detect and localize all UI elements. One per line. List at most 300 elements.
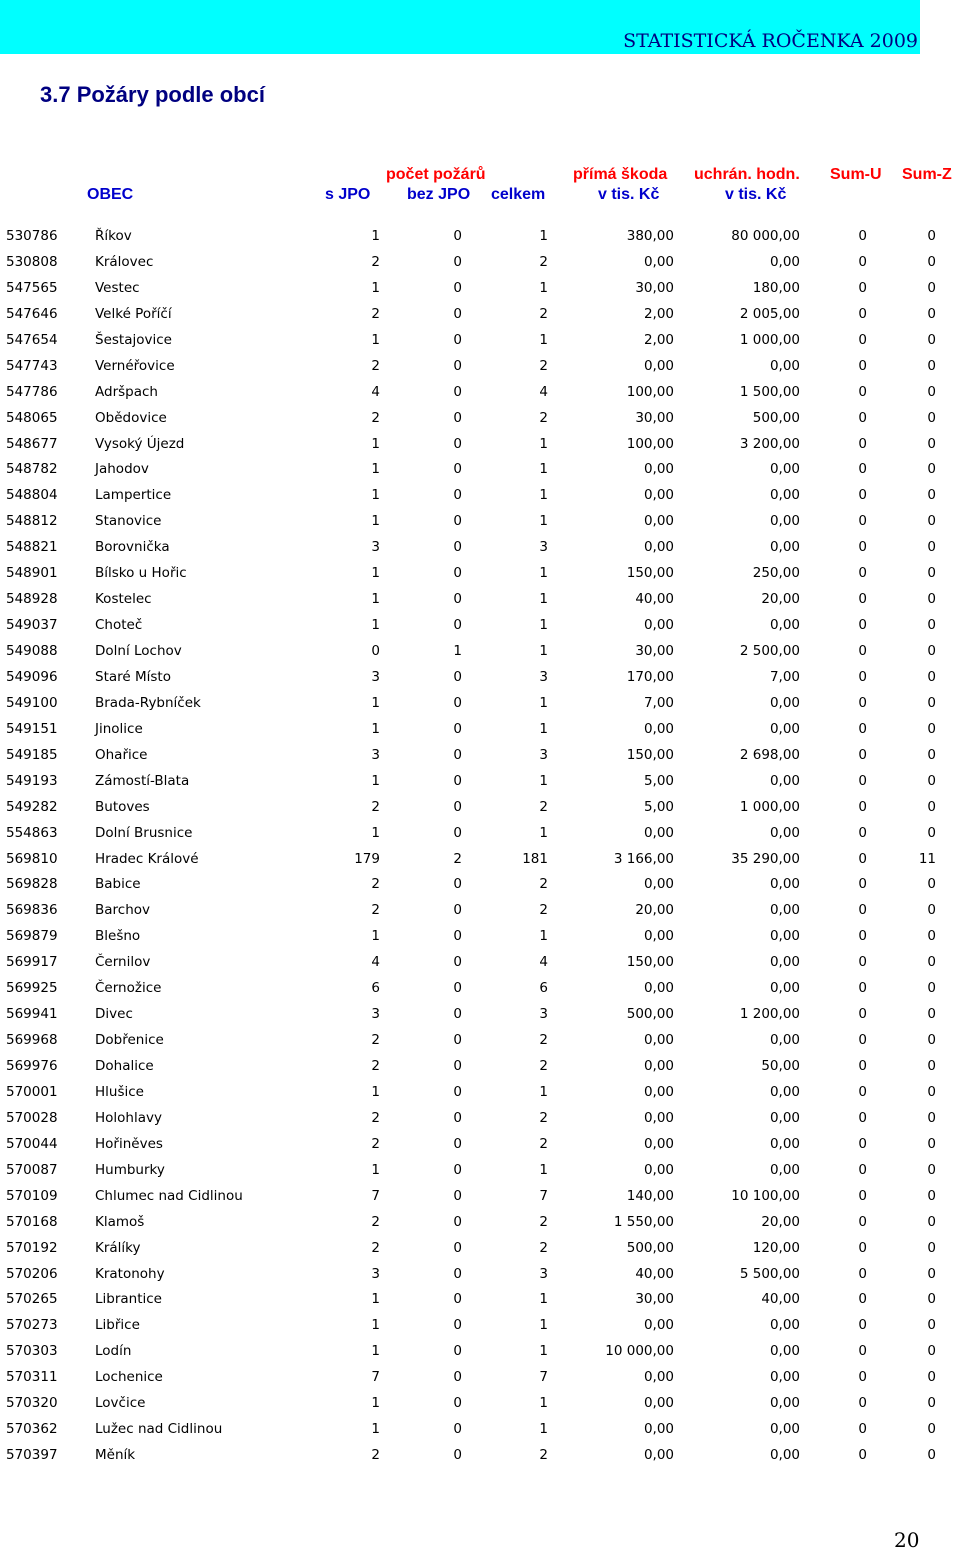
- municipality-name: Velké Poříčí: [95, 305, 172, 322]
- municipality-code: 570320: [6, 1395, 58, 1412]
- direct-damage: 0,00: [643, 824, 674, 841]
- fires-total: 4: [539, 954, 548, 971]
- table-row: [0, 768, 960, 794]
- sum-z: 0: [927, 1291, 936, 1308]
- fires-without-jpo: 0: [453, 928, 462, 945]
- sum-u: 0: [858, 746, 867, 763]
- municipality-code: 569941: [6, 1006, 58, 1023]
- sum-u: 0: [858, 824, 867, 841]
- table-row: [0, 612, 960, 638]
- fires-total: 1: [539, 772, 548, 789]
- table-row: [0, 1027, 960, 1053]
- header-prima-skoda: přímá škoda: [573, 166, 668, 183]
- municipality-name: Ohařice: [95, 746, 148, 763]
- sum-z: 0: [927, 928, 936, 945]
- direct-damage: 0,00: [643, 720, 674, 737]
- header-sum-z: Sum-Z: [902, 166, 952, 183]
- saved-value: 35 290,00: [731, 850, 800, 867]
- fires-with-jpo: 2: [371, 798, 380, 815]
- saved-value: 0,00: [769, 1317, 800, 1334]
- fires-without-jpo: 0: [453, 487, 462, 504]
- municipality-name: Adršpach: [95, 383, 158, 400]
- saved-value: 1 000,00: [739, 798, 800, 815]
- fires-without-jpo: 0: [453, 357, 462, 374]
- fires-with-jpo: 1: [371, 279, 380, 296]
- fires-without-jpo: 0: [453, 539, 462, 556]
- municipality-code: 547654: [6, 331, 58, 348]
- sum-z: 0: [927, 720, 936, 737]
- yearbook-title: STATISTICKÁ ROČENKA 2009: [623, 30, 918, 52]
- fires-without-jpo: 0: [453, 1083, 462, 1100]
- fires-with-jpo: 3: [371, 1006, 380, 1023]
- municipality-code: 569917: [6, 954, 58, 971]
- fires-without-jpo: 0: [453, 902, 462, 919]
- sum-z: 0: [927, 617, 936, 634]
- sum-u: 0: [858, 876, 867, 893]
- municipality-name: Staré Místo: [95, 668, 171, 685]
- sum-u: 0: [858, 279, 867, 296]
- sum-z: 0: [927, 1006, 936, 1023]
- fires-with-jpo: 1: [371, 694, 380, 711]
- municipality-name: Kostelec: [95, 591, 152, 608]
- sum-u: 0: [858, 1239, 867, 1256]
- saved-value: 0,00: [769, 1369, 800, 1386]
- sum-u: 0: [858, 1187, 867, 1204]
- fires-with-jpo: 1: [371, 1395, 380, 1412]
- fires-total: 2: [539, 1213, 548, 1230]
- sum-z: 0: [927, 1213, 936, 1230]
- sum-z: 0: [927, 1032, 936, 1049]
- fires-with-jpo: 2: [371, 253, 380, 270]
- table-row: [0, 742, 960, 768]
- saved-value: 10 100,00: [731, 1187, 800, 1204]
- municipality-code: 548928: [6, 591, 58, 608]
- municipality-code: 570028: [6, 1109, 58, 1126]
- header-uchran-hodn: uchrán. hodn.: [694, 166, 800, 183]
- sum-u: 0: [858, 1083, 867, 1100]
- municipality-code: 569828: [6, 876, 58, 893]
- direct-damage: 150,00: [626, 565, 674, 582]
- fires-without-jpo: 0: [453, 513, 462, 530]
- table-row: [0, 897, 960, 923]
- table-row: [0, 508, 960, 534]
- saved-value: 0,00: [769, 1447, 800, 1464]
- fires-with-jpo: 2: [371, 305, 380, 322]
- fires-with-jpo: 1: [371, 824, 380, 841]
- fires-total: 1: [539, 824, 548, 841]
- direct-damage: 170,00: [626, 668, 674, 685]
- fires-without-jpo: 0: [453, 1187, 462, 1204]
- municipality-name: Choteč: [95, 617, 143, 634]
- direct-damage: 500,00: [626, 1239, 674, 1256]
- direct-damage: 30,00: [635, 409, 674, 426]
- fires-total: 2: [539, 1447, 548, 1464]
- direct-damage: 140,00: [626, 1187, 674, 1204]
- fires-with-jpo: 1: [371, 772, 380, 789]
- fires-with-jpo: 1: [371, 1343, 380, 1360]
- saved-value: 0,00: [769, 980, 800, 997]
- sum-u: 0: [858, 1447, 867, 1464]
- table-row: [0, 327, 960, 353]
- fires-with-jpo: 1: [371, 1083, 380, 1100]
- fires-with-jpo: 1: [371, 1317, 380, 1334]
- saved-value: 50,00: [761, 1058, 800, 1074]
- fires-total: 1: [539, 279, 548, 296]
- fires-without-jpo: 0: [453, 383, 462, 400]
- municipality-code: 570303: [6, 1343, 58, 1360]
- saved-value: 180,00: [752, 279, 800, 296]
- municipality-code: 549088: [6, 643, 58, 659]
- sum-u: 0: [858, 643, 867, 659]
- fires-total: 1: [539, 513, 548, 530]
- saved-value: 0,00: [769, 928, 800, 945]
- municipality-name: Lochenice: [95, 1369, 163, 1386]
- fires-total: 1: [539, 228, 548, 244]
- sum-z: 0: [927, 1421, 936, 1438]
- municipality-code: 548804: [6, 487, 58, 504]
- fires-without-jpo: 0: [453, 798, 462, 815]
- table-row: [0, 1209, 960, 1235]
- fires-without-jpo: 0: [453, 1135, 462, 1152]
- municipality-code: 549151: [6, 720, 58, 737]
- fires-with-jpo: 2: [371, 1135, 380, 1152]
- direct-damage: 2,00: [643, 331, 674, 348]
- municipality-name: Vernéřovice: [95, 357, 175, 374]
- fires-total: 2: [539, 1109, 548, 1126]
- fires-with-jpo: 1: [371, 1291, 380, 1308]
- fires-total: 1: [539, 1083, 548, 1100]
- fires-with-jpo: 7: [371, 1369, 380, 1386]
- sum-u: 0: [858, 1032, 867, 1049]
- fires-with-jpo: 1: [371, 565, 380, 582]
- saved-value: 3 200,00: [739, 435, 800, 452]
- sum-z: 0: [927, 513, 936, 530]
- table-row: [0, 871, 960, 897]
- sum-u: 0: [858, 1291, 867, 1308]
- fires-total: 1: [539, 694, 548, 711]
- sum-u: 0: [858, 228, 867, 244]
- sum-u: 0: [858, 1395, 867, 1412]
- fires-with-jpo: 2: [371, 1109, 380, 1126]
- direct-damage: 150,00: [626, 746, 674, 763]
- direct-damage: 100,00: [626, 435, 674, 452]
- municipality-code: 547743: [6, 357, 58, 374]
- sum-u: 0: [858, 331, 867, 348]
- sum-u: 0: [858, 305, 867, 322]
- municipality-name: Divec: [95, 1006, 133, 1023]
- fires-without-jpo: 0: [453, 1265, 462, 1282]
- municipality-name: Dohalice: [95, 1058, 154, 1074]
- municipality-code: 547565: [6, 279, 58, 296]
- section-title: 3.7 Požáry podle obcí: [40, 82, 265, 107]
- municipality-name: Lovčice: [95, 1395, 146, 1412]
- municipality-name: Blešno: [95, 928, 141, 945]
- table-row: [0, 1157, 960, 1183]
- fires-with-jpo: 1: [371, 487, 380, 504]
- direct-damage: 0,00: [643, 1109, 674, 1126]
- sum-u: 0: [858, 1369, 867, 1386]
- saved-value: 2 005,00: [739, 305, 800, 322]
- fires-total: 1: [539, 487, 548, 504]
- table-row: [0, 1053, 960, 1079]
- sum-u: 0: [858, 617, 867, 634]
- header-obec: OBEC: [87, 186, 134, 203]
- municipality-code: 570362: [6, 1421, 58, 1438]
- municipality-name: Hořiněves: [95, 1135, 163, 1152]
- fires-without-jpo: 0: [453, 876, 462, 893]
- fires-total: 3: [539, 746, 548, 763]
- fires-without-jpo: 0: [453, 1109, 462, 1126]
- municipality-code: 569925: [6, 980, 58, 997]
- sum-u: 0: [858, 1317, 867, 1334]
- table-row: [0, 301, 960, 327]
- fires-without-jpo: 0: [453, 824, 462, 841]
- fires-with-jpo: 1: [371, 1161, 380, 1178]
- sum-u: 0: [858, 253, 867, 270]
- municipality-code: 570206: [6, 1265, 58, 1282]
- municipality-name: Bílsko u Hořic: [95, 565, 187, 582]
- fires-total: 2: [539, 1058, 548, 1074]
- direct-damage: 0,00: [643, 1135, 674, 1152]
- fires-with-jpo: 1: [371, 513, 380, 530]
- sum-z: 0: [927, 1239, 936, 1256]
- sum-z: 0: [927, 694, 936, 711]
- table-row: [0, 1364, 960, 1390]
- sum-z: 0: [927, 253, 936, 270]
- municipality-code: 547646: [6, 305, 58, 322]
- saved-value: 7,00: [769, 668, 800, 685]
- municipality-name: Obědovice: [95, 409, 167, 426]
- sum-z: 0: [927, 1369, 936, 1386]
- fires-with-jpo: 2: [371, 409, 380, 426]
- fires-total: 3: [539, 1265, 548, 1282]
- sum-u: 0: [858, 513, 867, 530]
- fires-with-jpo: 3: [371, 539, 380, 556]
- municipality-name: Jahodov: [95, 461, 149, 478]
- municipality-name: Barchov: [95, 902, 151, 919]
- direct-damage: 0,00: [643, 253, 674, 270]
- municipality-code: 570001: [6, 1083, 58, 1100]
- sum-z: 0: [927, 1187, 936, 1204]
- fires-with-jpo: 4: [371, 383, 380, 400]
- fires-without-jpo: 0: [453, 954, 462, 971]
- sum-z: 11: [918, 850, 936, 867]
- saved-value: 20,00: [761, 1213, 800, 1230]
- table-row: [0, 534, 960, 560]
- municipality-code: 569976: [6, 1058, 58, 1074]
- header-sum-u: Sum-U: [830, 166, 882, 183]
- table-row: [0, 1312, 960, 1338]
- sum-z: 0: [927, 357, 936, 374]
- fires-total: 1: [539, 435, 548, 452]
- fires-total: 1: [539, 591, 548, 608]
- fires-with-jpo: 1: [371, 1421, 380, 1438]
- direct-damage: 0,00: [643, 1058, 674, 1074]
- sum-z: 0: [927, 228, 936, 244]
- header-s-jpo: s JPO: [325, 186, 371, 203]
- fires-total: 3: [539, 1006, 548, 1023]
- saved-value: 0,00: [769, 1109, 800, 1126]
- direct-damage: 0,00: [643, 539, 674, 556]
- municipality-code: 549037: [6, 617, 58, 634]
- sum-u: 0: [858, 1135, 867, 1152]
- table-row: [0, 1183, 960, 1209]
- saved-value: 0,00: [769, 720, 800, 737]
- direct-damage: 0,00: [643, 1161, 674, 1178]
- direct-damage: 5,00: [643, 798, 674, 815]
- municipality-code: 548677: [6, 435, 58, 452]
- fires-total: 1: [539, 1395, 548, 1412]
- header-v-tis-kc-uchran: v tis. Kč: [725, 186, 787, 203]
- fires-with-jpo: 1: [371, 435, 380, 452]
- sum-u: 0: [858, 798, 867, 815]
- municipality-name: Stanovice: [95, 513, 162, 530]
- direct-damage: 150,00: [626, 954, 674, 971]
- direct-damage: 40,00: [635, 1265, 674, 1282]
- fires-without-jpo: 0: [453, 1006, 462, 1023]
- municipality-name: Šestajovice: [95, 331, 172, 348]
- saved-value: 5 500,00: [739, 1265, 800, 1282]
- fires-total: 1: [539, 643, 548, 659]
- municipality-name: Hlušice: [95, 1083, 144, 1100]
- sum-u: 0: [858, 1058, 867, 1074]
- fires-without-jpo: 0: [453, 772, 462, 789]
- table-row: [0, 275, 960, 301]
- sum-u: 0: [858, 772, 867, 789]
- municipality-code: 570397: [6, 1447, 58, 1464]
- sum-z: 0: [927, 1317, 936, 1334]
- fires-total: 2: [539, 253, 548, 270]
- municipality-code: 570109: [6, 1187, 58, 1204]
- sum-z: 0: [927, 824, 936, 841]
- sum-u: 0: [858, 383, 867, 400]
- municipality-name: Dolní Brusnice: [95, 824, 193, 841]
- direct-damage: 100,00: [626, 383, 674, 400]
- fires-total: 2: [539, 902, 548, 919]
- direct-damage: 0,00: [643, 876, 674, 893]
- municipality-code: 549282: [6, 798, 58, 815]
- table-row: [0, 431, 960, 457]
- municipality-code: 570087: [6, 1161, 58, 1178]
- municipality-code: 549100: [6, 694, 58, 711]
- saved-value: 2 698,00: [739, 746, 800, 763]
- direct-damage: 30,00: [635, 279, 674, 296]
- sum-z: 0: [927, 772, 936, 789]
- municipality-code: 570192: [6, 1239, 58, 1256]
- fires-total: 1: [539, 331, 548, 348]
- municipality-name: Libřice: [95, 1317, 140, 1334]
- municipality-name: Černilov: [95, 954, 151, 971]
- saved-value: 500,00: [752, 409, 800, 426]
- fires-total: 1: [539, 1421, 548, 1438]
- saved-value: 0,00: [769, 617, 800, 634]
- table-row: [0, 1105, 960, 1131]
- saved-value: 120,00: [752, 1239, 800, 1256]
- direct-damage: 0,00: [643, 1032, 674, 1049]
- table-row: [0, 482, 960, 508]
- sum-z: 0: [927, 1083, 936, 1100]
- municipality-code: 569879: [6, 928, 58, 945]
- direct-damage: 0,00: [643, 461, 674, 478]
- fires-with-jpo: 0: [371, 643, 380, 659]
- saved-value: 250,00: [752, 565, 800, 582]
- direct-damage: 40,00: [635, 591, 674, 608]
- saved-value: 0,00: [769, 1421, 800, 1438]
- fires-total: 2: [539, 305, 548, 322]
- sum-u: 0: [858, 1161, 867, 1178]
- sum-u: 0: [858, 435, 867, 452]
- municipality-name: Jinolice: [95, 720, 143, 737]
- fires-without-jpo: 0: [453, 279, 462, 296]
- header-celkem: celkem: [491, 186, 546, 203]
- sum-z: 0: [927, 1343, 936, 1360]
- fires-with-jpo: 2: [371, 876, 380, 893]
- fires-without-jpo: 0: [453, 1213, 462, 1230]
- sum-u: 0: [858, 694, 867, 711]
- direct-damage: 0,00: [643, 1447, 674, 1464]
- saved-value: 1 500,00: [739, 383, 800, 400]
- table-row: [0, 846, 960, 872]
- sum-u: 0: [858, 565, 867, 582]
- sum-z: 0: [927, 980, 936, 997]
- municipality-code: 548065: [6, 409, 58, 426]
- fires-with-jpo: 2: [371, 1032, 380, 1049]
- fires-total: 2: [539, 1032, 548, 1049]
- sum-u: 0: [858, 1421, 867, 1438]
- sum-z: 0: [927, 798, 936, 815]
- table-row: [0, 1286, 960, 1312]
- sum-u: 0: [858, 357, 867, 374]
- sum-u: 0: [858, 1109, 867, 1126]
- fires-without-jpo: 0: [453, 305, 462, 322]
- sum-z: 0: [927, 539, 936, 556]
- fires-with-jpo: 1: [371, 591, 380, 608]
- fires-without-jpo: 0: [453, 1447, 462, 1464]
- sum-u: 0: [858, 720, 867, 737]
- saved-value: 0,00: [769, 1395, 800, 1412]
- fires-without-jpo: 0: [453, 228, 462, 244]
- sum-u: 0: [858, 487, 867, 504]
- sum-u: 0: [858, 980, 867, 997]
- municipality-name: Kratonohy: [95, 1265, 165, 1282]
- table-row: [0, 1416, 960, 1442]
- header-v-tis-kc-prima: v tis. Kč: [598, 186, 660, 203]
- table-row: [0, 794, 960, 820]
- sum-u: 0: [858, 461, 867, 478]
- municipality-name: Chlumec nad Cidlinou: [95, 1187, 243, 1204]
- municipality-code: 530808: [6, 253, 58, 270]
- direct-damage: 0,00: [643, 513, 674, 530]
- municipality-name: Klamoš: [95, 1213, 145, 1230]
- municipality-name: Říkov: [95, 228, 132, 244]
- header-pocet-pozaru: počet požárů: [386, 166, 486, 183]
- fires-without-jpo: 1: [453, 643, 462, 659]
- municipality-code: 548901: [6, 565, 58, 582]
- municipality-name: Zámostí-Blata: [95, 772, 190, 789]
- fires-total: 2: [539, 876, 548, 893]
- table-row: [0, 586, 960, 612]
- direct-damage: 3 166,00: [613, 850, 674, 867]
- fires-total: 1: [539, 617, 548, 634]
- fires-total: 2: [539, 357, 548, 374]
- fires-total: 7: [539, 1187, 548, 1204]
- municipality-name: Vysoký Újezd: [95, 435, 185, 452]
- sum-u: 0: [858, 1213, 867, 1230]
- fires-with-jpo: 1: [371, 928, 380, 945]
- sum-z: 0: [927, 1447, 936, 1464]
- direct-damage: 0,00: [643, 1421, 674, 1438]
- fires-without-jpo: 0: [453, 1161, 462, 1178]
